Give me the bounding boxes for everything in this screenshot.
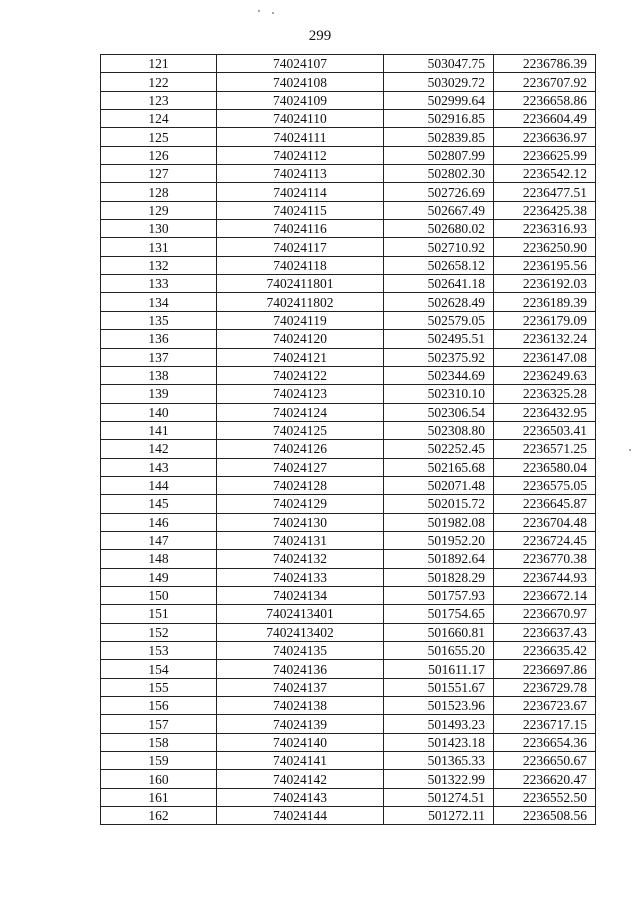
- x-coordinate-cell: 503029.72: [384, 73, 494, 91]
- y-coordinate-cell: 2236552.50: [494, 788, 596, 806]
- y-coordinate-cell: 2236672.14: [494, 586, 596, 604]
- point-id-cell: 7402411801: [217, 275, 384, 293]
- table-body: [101, 55, 596, 825]
- point-id-cell: 74024108: [217, 73, 384, 91]
- point-id-cell: 74024112: [217, 146, 384, 164]
- table-row: [101, 752, 596, 770]
- point-id-cell: 74024118: [217, 256, 384, 274]
- x-coordinate-cell: 501982.08: [384, 513, 494, 531]
- x-coordinate-cell: 502165.68: [384, 458, 494, 476]
- scan-speck: [272, 12, 274, 14]
- x-coordinate-cell: 502916.85: [384, 110, 494, 128]
- row-number-cell: 150: [101, 586, 217, 604]
- x-coordinate-cell: 502015.72: [384, 495, 494, 513]
- table-row: [101, 495, 596, 513]
- y-coordinate-cell: 2236723.67: [494, 697, 596, 715]
- x-coordinate-cell: 502999.64: [384, 91, 494, 109]
- table-row: [101, 201, 596, 219]
- table-row: [101, 531, 596, 549]
- table-row: [101, 311, 596, 329]
- point-id-cell: 74024130: [217, 513, 384, 531]
- point-id-cell: 74024134: [217, 586, 384, 604]
- x-coordinate-cell: 501757.93: [384, 586, 494, 604]
- row-number-cell: 125: [101, 128, 217, 146]
- row-number-cell: 139: [101, 385, 217, 403]
- table-row: [101, 73, 596, 91]
- table-row: [101, 513, 596, 531]
- row-number-cell: 145: [101, 495, 217, 513]
- y-coordinate-cell: 2236724.45: [494, 531, 596, 549]
- x-coordinate-cell: 501754.65: [384, 605, 494, 623]
- table-row: [101, 623, 596, 641]
- x-coordinate-cell: 502252.45: [384, 440, 494, 458]
- row-number-cell: 153: [101, 642, 217, 660]
- row-number-cell: 143: [101, 458, 217, 476]
- y-coordinate-cell: 2236670.97: [494, 605, 596, 623]
- x-coordinate-cell: 501423.18: [384, 733, 494, 751]
- x-coordinate-cell: 502658.12: [384, 256, 494, 274]
- row-number-cell: 124: [101, 110, 217, 128]
- point-id-cell: 74024115: [217, 201, 384, 219]
- y-coordinate-cell: 2236604.49: [494, 110, 596, 128]
- y-coordinate-cell: 2236625.99: [494, 146, 596, 164]
- y-coordinate-cell: 2236637.43: [494, 623, 596, 641]
- x-coordinate-cell: 502667.49: [384, 201, 494, 219]
- row-number-cell: 127: [101, 165, 217, 183]
- table-row: [101, 605, 596, 623]
- point-id-cell: 74024126: [217, 440, 384, 458]
- table-row: [101, 421, 596, 439]
- table-row: [101, 807, 596, 825]
- row-number-cell: 135: [101, 311, 217, 329]
- y-coordinate-cell: 2236132.24: [494, 330, 596, 348]
- row-number-cell: 152: [101, 623, 217, 641]
- point-id-cell: 74024111: [217, 128, 384, 146]
- table-row: [101, 660, 596, 678]
- row-number-cell: 156: [101, 697, 217, 715]
- table-row: [101, 55, 596, 73]
- table-row: [101, 348, 596, 366]
- x-coordinate-cell: 502495.51: [384, 330, 494, 348]
- y-coordinate-cell: 2236786.39: [494, 55, 596, 73]
- point-id-cell: 74024129: [217, 495, 384, 513]
- point-id-cell: 74024138: [217, 697, 384, 715]
- point-id-cell: 74024143: [217, 788, 384, 806]
- table-row: [101, 220, 596, 238]
- table-row: [101, 238, 596, 256]
- row-number-cell: 133: [101, 275, 217, 293]
- table-row: [101, 403, 596, 421]
- table-row: [101, 568, 596, 586]
- point-id-cell: 74024125: [217, 421, 384, 439]
- y-coordinate-cell: 2236542.12: [494, 165, 596, 183]
- point-id-cell: 74024131: [217, 531, 384, 549]
- y-coordinate-cell: 2236503.41: [494, 421, 596, 439]
- x-coordinate-cell: 502071.48: [384, 476, 494, 494]
- point-id-cell: 74024117: [217, 238, 384, 256]
- row-number-cell: 158: [101, 733, 217, 751]
- x-coordinate-cell: 502802.30: [384, 165, 494, 183]
- x-coordinate-cell: 502308.80: [384, 421, 494, 439]
- y-coordinate-cell: 2236707.92: [494, 73, 596, 91]
- table-row: [101, 715, 596, 733]
- y-coordinate-cell: 2236636.97: [494, 128, 596, 146]
- x-coordinate-cell: 502807.99: [384, 146, 494, 164]
- table-row: [101, 550, 596, 568]
- row-number-cell: 122: [101, 73, 217, 91]
- y-coordinate-cell: 2236658.86: [494, 91, 596, 109]
- point-id-cell: 74024142: [217, 770, 384, 788]
- x-coordinate-cell: 501551.67: [384, 678, 494, 696]
- y-coordinate-cell: 2236704.48: [494, 513, 596, 531]
- point-id-cell: 74024120: [217, 330, 384, 348]
- point-id-cell: 74024127: [217, 458, 384, 476]
- y-coordinate-cell: 2236580.04: [494, 458, 596, 476]
- y-coordinate-cell: 2236179.09: [494, 311, 596, 329]
- row-number-cell: 146: [101, 513, 217, 531]
- point-id-cell: 74024133: [217, 568, 384, 586]
- point-id-cell: 74024121: [217, 348, 384, 366]
- point-id-cell: 74024135: [217, 642, 384, 660]
- x-coordinate-cell: 501272.11: [384, 807, 494, 825]
- x-coordinate-cell: 502641.18: [384, 275, 494, 293]
- row-number-cell: 121: [101, 55, 217, 73]
- point-id-cell: 74024128: [217, 476, 384, 494]
- y-coordinate-cell: 2236645.87: [494, 495, 596, 513]
- y-coordinate-cell: 2236697.86: [494, 660, 596, 678]
- row-number-cell: 136: [101, 330, 217, 348]
- x-coordinate-cell: 501655.20: [384, 642, 494, 660]
- table-row: [101, 476, 596, 494]
- row-number-cell: 132: [101, 256, 217, 274]
- row-number-cell: 141: [101, 421, 217, 439]
- scan-speck: [629, 449, 631, 451]
- table-row: [101, 642, 596, 660]
- y-coordinate-cell: 2236770.38: [494, 550, 596, 568]
- x-coordinate-cell: 502726.69: [384, 183, 494, 201]
- y-coordinate-cell: 2236316.93: [494, 220, 596, 238]
- x-coordinate-cell: 501322.99: [384, 770, 494, 788]
- table-row: [101, 788, 596, 806]
- point-id-cell: 74024116: [217, 220, 384, 238]
- y-coordinate-cell: 2236195.56: [494, 256, 596, 274]
- point-id-cell: 74024107: [217, 55, 384, 73]
- x-coordinate-cell: 502375.92: [384, 348, 494, 366]
- point-id-cell: 74024114: [217, 183, 384, 201]
- table-row: [101, 733, 596, 751]
- table-row: [101, 385, 596, 403]
- point-id-cell: 7402411802: [217, 293, 384, 311]
- y-coordinate-cell: 2236249.63: [494, 366, 596, 384]
- point-id-cell: 74024124: [217, 403, 384, 421]
- point-id-cell: 74024110: [217, 110, 384, 128]
- row-number-cell: 138: [101, 366, 217, 384]
- row-number-cell: 129: [101, 201, 217, 219]
- table-row: [101, 586, 596, 604]
- y-coordinate-cell: 2236432.95: [494, 403, 596, 421]
- x-coordinate-cell: 501523.96: [384, 697, 494, 715]
- row-number-cell: 155: [101, 678, 217, 696]
- row-number-cell: 161: [101, 788, 217, 806]
- y-coordinate-cell: 2236729.78: [494, 678, 596, 696]
- y-coordinate-cell: 2236250.90: [494, 238, 596, 256]
- x-coordinate-cell: 501611.17: [384, 660, 494, 678]
- y-coordinate-cell: 2236654.36: [494, 733, 596, 751]
- row-number-cell: 137: [101, 348, 217, 366]
- point-id-cell: 74024141: [217, 752, 384, 770]
- point-id-cell: 74024140: [217, 733, 384, 751]
- y-coordinate-cell: 2236571.25: [494, 440, 596, 458]
- page-number: 299: [308, 28, 332, 44]
- y-coordinate-cell: 2236425.38: [494, 201, 596, 219]
- table-row: [101, 183, 596, 201]
- row-number-cell: 134: [101, 293, 217, 311]
- row-number-cell: 131: [101, 238, 217, 256]
- y-coordinate-cell: 2236325.28: [494, 385, 596, 403]
- row-number-cell: 128: [101, 183, 217, 201]
- row-number-cell: 140: [101, 403, 217, 421]
- x-coordinate-cell: 501952.20: [384, 531, 494, 549]
- x-coordinate-cell: 501828.29: [384, 568, 494, 586]
- point-id-cell: 74024123: [217, 385, 384, 403]
- table-row: [101, 256, 596, 274]
- point-id-cell: 74024132: [217, 550, 384, 568]
- table-row: [101, 128, 596, 146]
- row-number-cell: 126: [101, 146, 217, 164]
- row-number-cell: 154: [101, 660, 217, 678]
- row-number-cell: 149: [101, 568, 217, 586]
- x-coordinate-cell: 501274.51: [384, 788, 494, 806]
- row-number-cell: 142: [101, 440, 217, 458]
- row-number-cell: 151: [101, 605, 217, 623]
- y-coordinate-cell: 2236192.03: [494, 275, 596, 293]
- table-row: [101, 165, 596, 183]
- point-id-cell: 74024136: [217, 660, 384, 678]
- row-number-cell: 123: [101, 91, 217, 109]
- table-row: [101, 366, 596, 384]
- x-coordinate-cell: 502306.54: [384, 403, 494, 421]
- x-coordinate-cell: 502680.02: [384, 220, 494, 238]
- point-id-cell: 74024137: [217, 678, 384, 696]
- point-id-cell: 7402413401: [217, 605, 384, 623]
- y-coordinate-cell: 2236620.47: [494, 770, 596, 788]
- x-coordinate-cell: 502344.69: [384, 366, 494, 384]
- row-number-cell: 157: [101, 715, 217, 733]
- y-coordinate-cell: 2236717.15: [494, 715, 596, 733]
- y-coordinate-cell: 2236575.05: [494, 476, 596, 494]
- table-row: [101, 770, 596, 788]
- table-row: [101, 91, 596, 109]
- y-coordinate-cell: 2236189.39: [494, 293, 596, 311]
- point-id-cell: 74024122: [217, 366, 384, 384]
- x-coordinate-cell: 502710.92: [384, 238, 494, 256]
- y-coordinate-cell: 2236477.51: [494, 183, 596, 201]
- table-row: [101, 440, 596, 458]
- table-row: [101, 110, 596, 128]
- y-coordinate-cell: 2236147.08: [494, 348, 596, 366]
- x-coordinate-cell: 501365.33: [384, 752, 494, 770]
- point-id-cell: 7402413402: [217, 623, 384, 641]
- row-number-cell: 159: [101, 752, 217, 770]
- table-row: [101, 678, 596, 696]
- x-coordinate-cell: 502839.85: [384, 128, 494, 146]
- table-row: [101, 146, 596, 164]
- y-coordinate-cell: 2236650.67: [494, 752, 596, 770]
- row-number-cell: 147: [101, 531, 217, 549]
- point-id-cell: 74024119: [217, 311, 384, 329]
- y-coordinate-cell: 2236635.42: [494, 642, 596, 660]
- table-row: [101, 458, 596, 476]
- x-coordinate-cell: 501493.23: [384, 715, 494, 733]
- point-id-cell: 74024144: [217, 807, 384, 825]
- point-id-cell: 74024113: [217, 165, 384, 183]
- y-coordinate-cell: 2236508.56: [494, 807, 596, 825]
- row-number-cell: 162: [101, 807, 217, 825]
- y-coordinate-cell: 2236744.93: [494, 568, 596, 586]
- table-row: [101, 293, 596, 311]
- x-coordinate-cell: 501892.64: [384, 550, 494, 568]
- x-coordinate-cell: 502628.49: [384, 293, 494, 311]
- scan-speck: [258, 10, 260, 12]
- x-coordinate-cell: 501660.81: [384, 623, 494, 641]
- row-number-cell: 148: [101, 550, 217, 568]
- table-row: [101, 330, 596, 348]
- coordinates-table: [100, 54, 596, 825]
- x-coordinate-cell: 502579.05: [384, 311, 494, 329]
- row-number-cell: 130: [101, 220, 217, 238]
- table-row: [101, 697, 596, 715]
- row-number-cell: 144: [101, 476, 217, 494]
- x-coordinate-cell: 503047.75: [384, 55, 494, 73]
- point-id-cell: 74024139: [217, 715, 384, 733]
- x-coordinate-cell: 502310.10: [384, 385, 494, 403]
- table-row: [101, 275, 596, 293]
- row-number-cell: 160: [101, 770, 217, 788]
- point-id-cell: 74024109: [217, 91, 384, 109]
